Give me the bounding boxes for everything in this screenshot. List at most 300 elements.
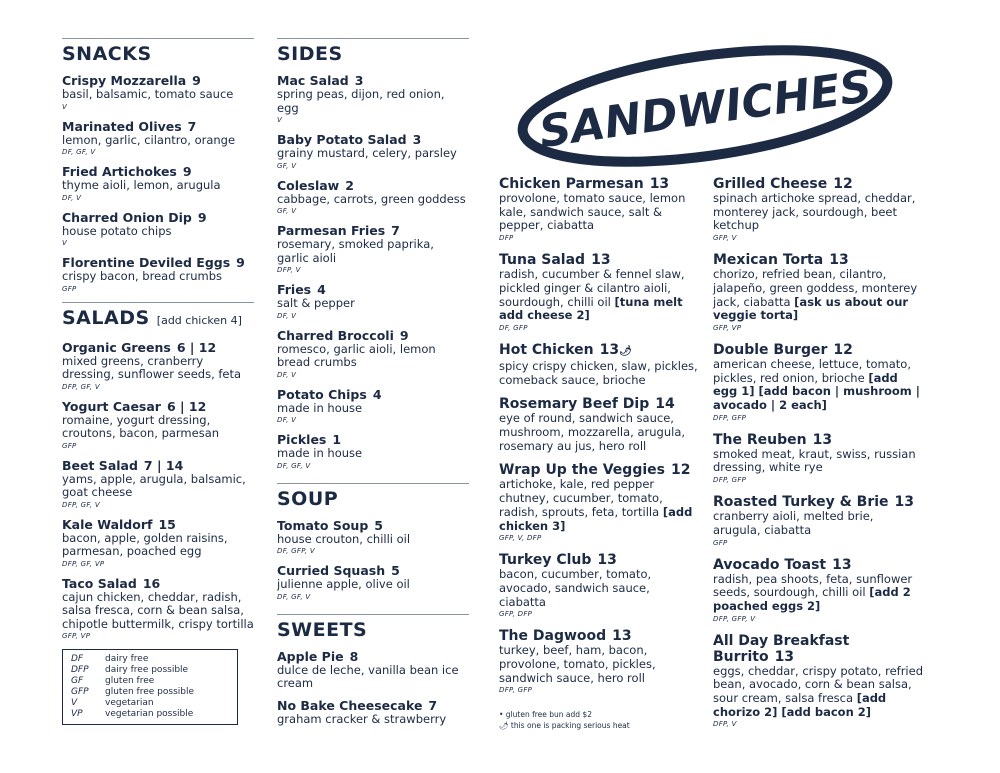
menu-item-ingredients: dulce de leche, vanilla bean ice cream — [277, 662, 459, 690]
menu-item-description — [713, 192, 923, 233]
menu-item-header — [277, 179, 469, 193]
legend-meaning: gluten free — [105, 676, 155, 686]
menu-item-ingredients: spinach artichoke spread, cheddar, monterey jack, sourdough, beet ketchup — [713, 191, 916, 233]
legend-row — [71, 698, 229, 709]
legend-row — [71, 654, 229, 665]
menu-item-ingredients: cabbage, carrots, green goddess — [277, 191, 466, 206]
menu-item-price: 1 — [332, 432, 342, 447]
legend-code: DFP — [71, 665, 89, 675]
menu-item-header — [277, 699, 469, 713]
menu-item-header — [499, 628, 699, 644]
chili-icon: 🌶 — [619, 345, 632, 357]
menu-item-header — [713, 342, 923, 358]
menu-item-dietary-tags: DFP, GFP — [499, 686, 533, 695]
menu-item-name: The Reuben — [713, 431, 807, 448]
menu-item-name: No Bake Cheesecake — [277, 697, 423, 713]
menu-item-dietary-tags: GFP, V — [713, 234, 737, 243]
menu-item-addon: [add chorizo 2] [add bacon 2] — [713, 691, 887, 719]
legend-meaning: vegetarian — [105, 698, 154, 708]
menu-item-description — [499, 478, 699, 533]
menu-item-price: 13 — [599, 341, 620, 358]
sandwiches-left-list — [499, 176, 699, 695]
menu-item-dietary-tags: DFP, V — [713, 720, 737, 729]
menu-item-dietary-tags: V — [277, 116, 283, 124]
menu-item-price: 2 — [345, 177, 354, 193]
menu-item-name: The Dagwood — [499, 628, 607, 645]
menu-item-ingredients: eggs, cheddar, crispy potato, refried bean, avocado, corn & bean salsa, sour cream, salsa fresca — [713, 663, 923, 706]
menu-item-description — [277, 88, 469, 115]
menu-item-name: Rosemary Beef Dip — [499, 396, 650, 413]
menu-item-ingredients: julienne apple, olive oil — [277, 577, 410, 591]
menu-item-dietary-tags: DF, GF, V — [62, 148, 96, 156]
menu-item — [277, 564, 469, 602]
salads-note: [add chicken 4] — [156, 313, 242, 327]
menu-item-price: 9 — [197, 209, 207, 225]
menu-item-dietary-tags: DFP, GF, VP — [62, 559, 105, 568]
menu-item-description — [499, 568, 699, 609]
menu-item-header — [713, 494, 923, 510]
menu-item-dietary-tags: DFP, GF, V — [62, 500, 100, 509]
menu-item-ingredients: cajun chicken, cheddar, radish, salsa fresca, corn & bean salsa, chipotle buttermilk, crispy tortilla — [62, 589, 254, 631]
menu-item-price: 9 — [182, 164, 192, 179]
menu-item-ingredients: chorizo, refried bean, cilantro, jalapeño, green goddess, monterey jack, ciabatta — [713, 267, 918, 309]
menu-item — [277, 650, 469, 691]
section-title-sides: SIDES — [277, 43, 343, 65]
menu-item-price: 3 — [412, 132, 422, 147]
menu-item-price: 13 — [774, 648, 795, 665]
menu-item — [277, 133, 469, 171]
menu-item-price: 7 — [187, 118, 197, 134]
menu-item-name: Yogurt Caesar — [62, 398, 161, 414]
menu-item-price: 15 — [158, 516, 176, 532]
legend-meaning: dairy free — [105, 654, 149, 664]
menu-item-ingredients: smoked meat, kraut, swiss, russian dressing, white rye — [713, 446, 916, 475]
menu-item — [62, 459, 254, 510]
menu-item-ingredients: grainy mustard, celery, parsley — [277, 146, 457, 160]
menu-item-ingredients: mixed greens, cranberry dressing, sunflower seeds, feta — [62, 353, 242, 381]
menu-item — [499, 552, 699, 619]
menu-item-name: Marinated Olives — [62, 118, 182, 134]
menu-item-price: 13 — [829, 252, 849, 269]
menu-item-ingredients: cranberry aioli, melted brie, arugula, ciabatta — [713, 509, 874, 537]
menu-item-description — [277, 297, 469, 311]
salads-list — [62, 341, 254, 642]
legend-code: V — [71, 698, 78, 708]
menu-item-name: Parmesan Fries — [277, 223, 386, 238]
menu-item-header — [713, 176, 923, 192]
column-snacks-salads — [62, 38, 254, 725]
menu-item — [277, 699, 469, 727]
menu-item-description — [277, 402, 469, 416]
menu-item-description — [277, 238, 469, 265]
footnotes — [499, 709, 699, 731]
menu-item-ingredients: bacon, cucumber, tomato, avocado, sandwich sauce, ciabatta — [499, 567, 652, 609]
menu-item-name: Florentine Deviled Eggs — [62, 255, 231, 270]
section-rule — [277, 38, 469, 39]
menu-item-description — [62, 355, 254, 382]
menu-item-header — [713, 557, 923, 573]
menu-item-name: Baby Potato Salad — [277, 132, 407, 147]
menu-item-ingredients: salt & pepper — [277, 296, 355, 310]
menu-item-header — [62, 74, 254, 88]
legend-code: GF — [71, 676, 84, 686]
menu-item-price: 13 — [832, 556, 852, 573]
menu-item-ingredients: thyme aioli, lemon, arugula — [62, 178, 221, 192]
menu-item-description — [62, 179, 254, 193]
menu-item — [62, 74, 254, 112]
menu-item — [277, 329, 469, 380]
column-sandwiches-left — [499, 176, 699, 731]
menu-item-dietary-tags: GFP, DFP — [499, 610, 533, 619]
section-rule — [62, 38, 254, 39]
menu-item-description — [62, 88, 254, 102]
menu-item-name: Beet Salad — [62, 457, 138, 473]
menu-item-ingredients: artichoke, kale, red pepper chutney, cucumber, tomato, radish, sprouts, feta, tortilla — [499, 477, 663, 519]
menu-item-name: Fried Artichokes — [62, 164, 177, 179]
menu-item-header — [277, 74, 469, 88]
section-title-snacks: SNACKS — [62, 43, 152, 65]
menu-item-price: 4 — [372, 386, 382, 402]
menu-item — [499, 342, 699, 387]
menu-item-name: Fries — [277, 282, 312, 297]
menu-item-header — [277, 329, 469, 343]
menu-item-price: 8 — [349, 648, 359, 664]
menu-item-name: Taco Salad — [62, 575, 137, 591]
menu-item-description — [277, 193, 469, 207]
menu-item-name: Tuna Salad — [499, 252, 586, 269]
menu-item — [62, 256, 254, 294]
legend-row — [71, 665, 229, 676]
menu-item-name: Apple Pie — [277, 648, 344, 664]
menu-item-dietary-tags: GFP, VP — [713, 323, 742, 332]
menu-item-ingredients: basil, balsamic, tomato sauce — [62, 87, 234, 101]
menu-item-dietary-tags: DF, V — [277, 311, 297, 320]
menu-item-header — [277, 388, 469, 402]
menu-item — [277, 74, 469, 125]
legend-code: DF — [71, 654, 84, 664]
menu-item-price: 3 — [354, 73, 364, 88]
menu-item-header — [62, 211, 254, 225]
menu-item-ingredients: spicy crispy chicken, slaw, pickles, comeback sauce, brioche — [499, 358, 698, 387]
column-sandwiches-right — [713, 176, 923, 738]
menu-item — [62, 577, 254, 642]
sandwiches-logo — [515, 42, 895, 170]
menu-item-description — [713, 573, 923, 614]
menu-item-description — [62, 532, 254, 559]
menu-item-price: 13 — [597, 552, 617, 569]
menu-item-header — [499, 342, 699, 360]
menu-item-ingredients: made in house — [277, 446, 363, 460]
menu-item — [277, 433, 469, 471]
menu-item-header — [713, 252, 923, 268]
menu-item-description — [62, 270, 254, 284]
menu-item-dietary-tags: V — [62, 239, 68, 247]
menu-item-dietary-tags: DFP, GFP — [713, 413, 747, 422]
legend-meaning: gluten free possible — [105, 687, 195, 697]
legend-row — [71, 709, 229, 720]
menu-item-price: 6 | 12 — [166, 398, 207, 414]
menu-item-description — [277, 578, 469, 592]
menu-item-dietary-tags: DF, V — [277, 416, 297, 424]
menu-item-price: 14 — [655, 396, 675, 413]
menu-item — [277, 283, 469, 321]
menu-item-dietary-tags: GFP — [62, 284, 77, 293]
menu-item-dietary-tags: GF, V — [277, 207, 297, 215]
section-title-soup: SOUP — [277, 487, 339, 510]
menu-item-dietary-tags: DF, GF, V — [277, 592, 311, 601]
menu-item-name: Wrap Up the Veggies — [499, 462, 665, 479]
menu-item — [499, 252, 699, 333]
section-rule — [62, 302, 254, 303]
menu-item-dietary-tags: GFP — [62, 441, 77, 450]
menu-item-price: 13 — [894, 494, 915, 511]
menu-item-price: 9 — [399, 327, 409, 343]
soup-list — [277, 519, 469, 602]
menu-item-price: 9 — [192, 73, 201, 88]
menu-item-dietary-tags: GFP — [713, 538, 728, 547]
menu-item-price: 13 — [591, 252, 611, 269]
menu-item-price: 5 — [391, 563, 400, 578]
menu-item-name: Pickles — [277, 432, 327, 447]
menu-item-ingredients: radish, cucumber & fennel slaw, pickled ginger & cilantro aioli, sourdough, chilli oil — [499, 267, 685, 309]
menu-item-dietary-tags: GFP, V, DFP — [499, 534, 542, 543]
menu-item-ingredients: spring peas, dijon, red onion, egg — [277, 87, 445, 115]
section-rule — [277, 483, 469, 484]
menu-item-dietary-tags: DFP — [499, 234, 514, 243]
menu-item — [713, 176, 923, 243]
menu-item-name: Roasted Turkey & Brie — [713, 494, 889, 511]
menu-item-price: 7 | 14 — [143, 457, 184, 473]
menu-item-description — [277, 147, 469, 161]
menu-item-dietary-tags: DFP, GFP, V — [713, 614, 756, 623]
sandwiches-right-list — [713, 176, 923, 729]
menu-item-header — [62, 341, 254, 355]
menu-item — [499, 628, 699, 695]
menu-item-price: 12 — [670, 462, 691, 479]
menu-item-dietary-tags: GF, V — [277, 161, 297, 170]
menu-item-header — [277, 650, 469, 664]
menu-item-ingredients: provolone, tomato sauce, lemon kale, sandwich sauce, salt & pepper, ciabatta — [499, 191, 686, 233]
legend-row — [71, 676, 229, 687]
menu-item-dietary-tags: DFP, GF, V — [62, 382, 100, 391]
menu-item-name: Charred Broccoli — [277, 327, 394, 343]
menu-item — [62, 400, 254, 451]
menu-item-addon: [tuna melt add cheese 2] — [499, 294, 683, 323]
menu-item-description — [277, 664, 469, 691]
menu-item-name: Charred Onion Dip — [62, 209, 192, 225]
menu-item-description — [62, 134, 254, 148]
salads-title: SALADS — [62, 306, 150, 329]
menu-item — [713, 557, 923, 624]
legend-code: GFP — [71, 687, 89, 697]
menu-item-description — [62, 591, 254, 632]
menu-item-header — [713, 633, 923, 665]
menu-item-name: Double Burger — [713, 341, 828, 358]
legend-row — [71, 687, 229, 698]
menu-item-header — [713, 432, 923, 448]
menu-item-ingredients: american cheese, lettuce, tomato, pickles, red onion, brioche — [713, 356, 911, 385]
menu-item-name: Crispy Mozzarella — [62, 73, 187, 88]
menu-item-ingredients: eye of round, sandwich sauce, mushroom, mozzarella, arugula, rosemary au jus, hero roll — [499, 411, 686, 453]
menu-item — [62, 518, 254, 569]
menu-item-ingredients: lemon, garlic, cilantro, orange — [62, 132, 236, 147]
menu-item-dietary-tags: DF, GFP — [499, 323, 528, 332]
menu-item-name: Mexican Torta — [713, 252, 824, 269]
menu-item-price: 5 — [374, 517, 383, 533]
menu-item-description — [277, 343, 469, 370]
menu-item-name: Chicken Parmesan — [499, 176, 644, 192]
dietary-legend — [62, 649, 238, 725]
menu-item-dietary-tags: DF, GFP, V — [277, 547, 315, 555]
menu-item-dietary-tags: DF, V — [62, 193, 82, 202]
menu-item-name: Hot Chicken — [499, 341, 594, 358]
menu-item-header — [62, 459, 254, 473]
menu-item-ingredients: crispy bacon, bread crumbs — [62, 269, 222, 283]
menu-item-description — [277, 713, 469, 727]
section-rule — [277, 614, 469, 615]
menu-item-name: Turkey Club — [499, 552, 592, 569]
legend-meaning: dairy free possible — [105, 665, 189, 675]
legend-code: VP — [71, 709, 83, 719]
menu-item — [277, 224, 469, 275]
menu-item-description — [713, 448, 923, 475]
menu-item-price: 4 — [317, 282, 326, 297]
menu-item-header — [499, 462, 699, 478]
menu-item-description — [277, 533, 469, 547]
menu-item-header — [62, 120, 254, 134]
menu-item-header — [62, 577, 254, 591]
menu-item — [713, 342, 923, 423]
menu-item-dietary-tags: DF, GF, V — [277, 461, 311, 470]
menu-item-name: Grilled Cheese — [713, 176, 828, 192]
menu-item-ingredients: bacon, apple, golden raisins, parmesan, poached egg — [62, 530, 228, 558]
section-title-salads — [62, 307, 254, 332]
menu-item-description — [499, 192, 699, 233]
menu-item-dietary-tags: DF, V — [277, 370, 297, 379]
menu-item — [62, 211, 254, 249]
menu-item-ingredients: graham cracker & strawberry — [277, 711, 447, 726]
menu-item-name: Curried Squash — [277, 563, 386, 578]
menu-item — [62, 341, 254, 392]
menu-item-addon: [add egg 1] [add bacon | mushroom | avocado | 2 each] — [713, 370, 920, 413]
menu-item-description — [62, 414, 254, 441]
menu-item-dietary-tags: DFP, GFP — [713, 476, 747, 485]
menu-item-header — [499, 396, 699, 412]
menu-item-ingredients: rosemary, smoked paprika, garlic aioli — [277, 237, 434, 265]
menu-item-description — [713, 358, 923, 413]
legend-meaning: vegetarian possible — [105, 709, 194, 719]
menu-item-description — [499, 644, 699, 685]
menu-item-ingredients: yams, apple, arugula, balsamic, goat cheese — [62, 471, 246, 499]
menu-item-addon: [add chicken 3] — [499, 504, 693, 533]
menu-item-name: All Day Breakfast Burrito — [713, 632, 850, 665]
menu-item-price: 13 — [649, 176, 670, 192]
menu-item-price: 7 — [428, 697, 438, 713]
menu-item-header — [62, 400, 254, 414]
menu-item-ingredients: house potato chips — [62, 223, 172, 238]
sides-list — [277, 74, 469, 471]
menu-item — [499, 396, 699, 453]
menu-item-name: Avocado Toast — [713, 556, 827, 573]
menu-item-header — [62, 165, 254, 179]
menu-item-price: 16 — [142, 575, 161, 591]
menu-item-header — [499, 252, 699, 268]
menu-item-description — [499, 412, 699, 453]
menu-item-price: 13 — [812, 431, 833, 448]
menu-item — [277, 388, 469, 426]
menu-item — [62, 165, 254, 203]
menu-item-name: Mac Salad — [277, 73, 349, 88]
menu-item-header — [277, 224, 469, 238]
menu-item-header — [499, 176, 699, 192]
menu-item-dietary-tags: V — [62, 102, 68, 111]
menu-item-name: Potato Chips — [277, 386, 367, 402]
footnote-gluten: • gluten free bun add $2 — [499, 710, 592, 720]
menu-item-header — [277, 133, 469, 147]
menu-item — [713, 633, 923, 730]
menu-item-addon: [ask us about our veggie torta] — [713, 294, 909, 323]
menu-item — [277, 519, 469, 557]
menu-item-name: Tomato Soup — [277, 517, 369, 533]
menu-item — [499, 462, 699, 543]
menu-item-header — [277, 433, 469, 447]
menu-item-price: 9 — [236, 255, 245, 270]
menu-item-header — [277, 283, 469, 297]
menu-item — [62, 120, 254, 158]
menu-item-ingredients: house crouton, chilli oil — [277, 531, 411, 546]
menu-item-price: 7 — [391, 223, 400, 238]
menu-item-header — [277, 564, 469, 578]
menu-item-price: 12 — [833, 341, 853, 358]
menu-item-description — [277, 447, 469, 461]
menu-item-description — [499, 360, 699, 387]
menu-item — [499, 176, 699, 243]
logo-text: SANDWICHES — [536, 60, 875, 159]
menu-item-description — [713, 665, 923, 720]
menu-item-header — [499, 552, 699, 568]
menu-item-dietary-tags: DFP, V — [277, 266, 301, 274]
menu-item-ingredients: romesco, garlic aioli, lemon bread crumbs — [277, 341, 436, 369]
menu-item-header — [277, 519, 469, 533]
menu-item-ingredients: turkey, beef, ham, bacon, provolone, tomato, pickles, sandwich sauce, hero roll — [499, 643, 656, 685]
menu-item-header — [62, 518, 254, 532]
menu-item-price: 13 — [612, 628, 632, 645]
menu-item-description — [499, 268, 699, 323]
menu-item — [713, 432, 923, 485]
menu-item — [277, 179, 469, 217]
menu-item-addon: [add 2 poached eggs 2] — [713, 585, 911, 613]
menu-item-name: Kale Waldorf — [62, 516, 153, 532]
footnote-heat: 🌶 this one is packing serious heat — [499, 721, 630, 731]
menu-item-name: Coleslaw — [277, 177, 340, 193]
menu-item — [713, 252, 923, 333]
menu-item-ingredients: made in house — [277, 400, 363, 415]
menu-item — [713, 494, 923, 547]
menu-item-name: Organic Greens — [62, 339, 171, 355]
snacks-list — [62, 74, 254, 294]
menu-item-ingredients: radish, pea shoots, feta, sunflower seeds, sourdough, chilli oil — [713, 571, 913, 600]
menu-item-ingredients: romaine, yogurt dressing, croutons, bacon, parmesan — [62, 412, 220, 440]
menu-item-header — [62, 256, 254, 270]
section-title-sweets: SWEETS — [277, 618, 368, 641]
menu-item-description — [713, 268, 923, 323]
menu-item-price: 6 | 12 — [176, 339, 217, 355]
menu-item-dietary-tags: GFP, VP — [62, 632, 91, 640]
menu-item-description — [62, 225, 254, 239]
column-sides-soup-sweets — [277, 38, 469, 734]
sweets-list — [277, 650, 469, 727]
menu-item-description — [62, 473, 254, 500]
